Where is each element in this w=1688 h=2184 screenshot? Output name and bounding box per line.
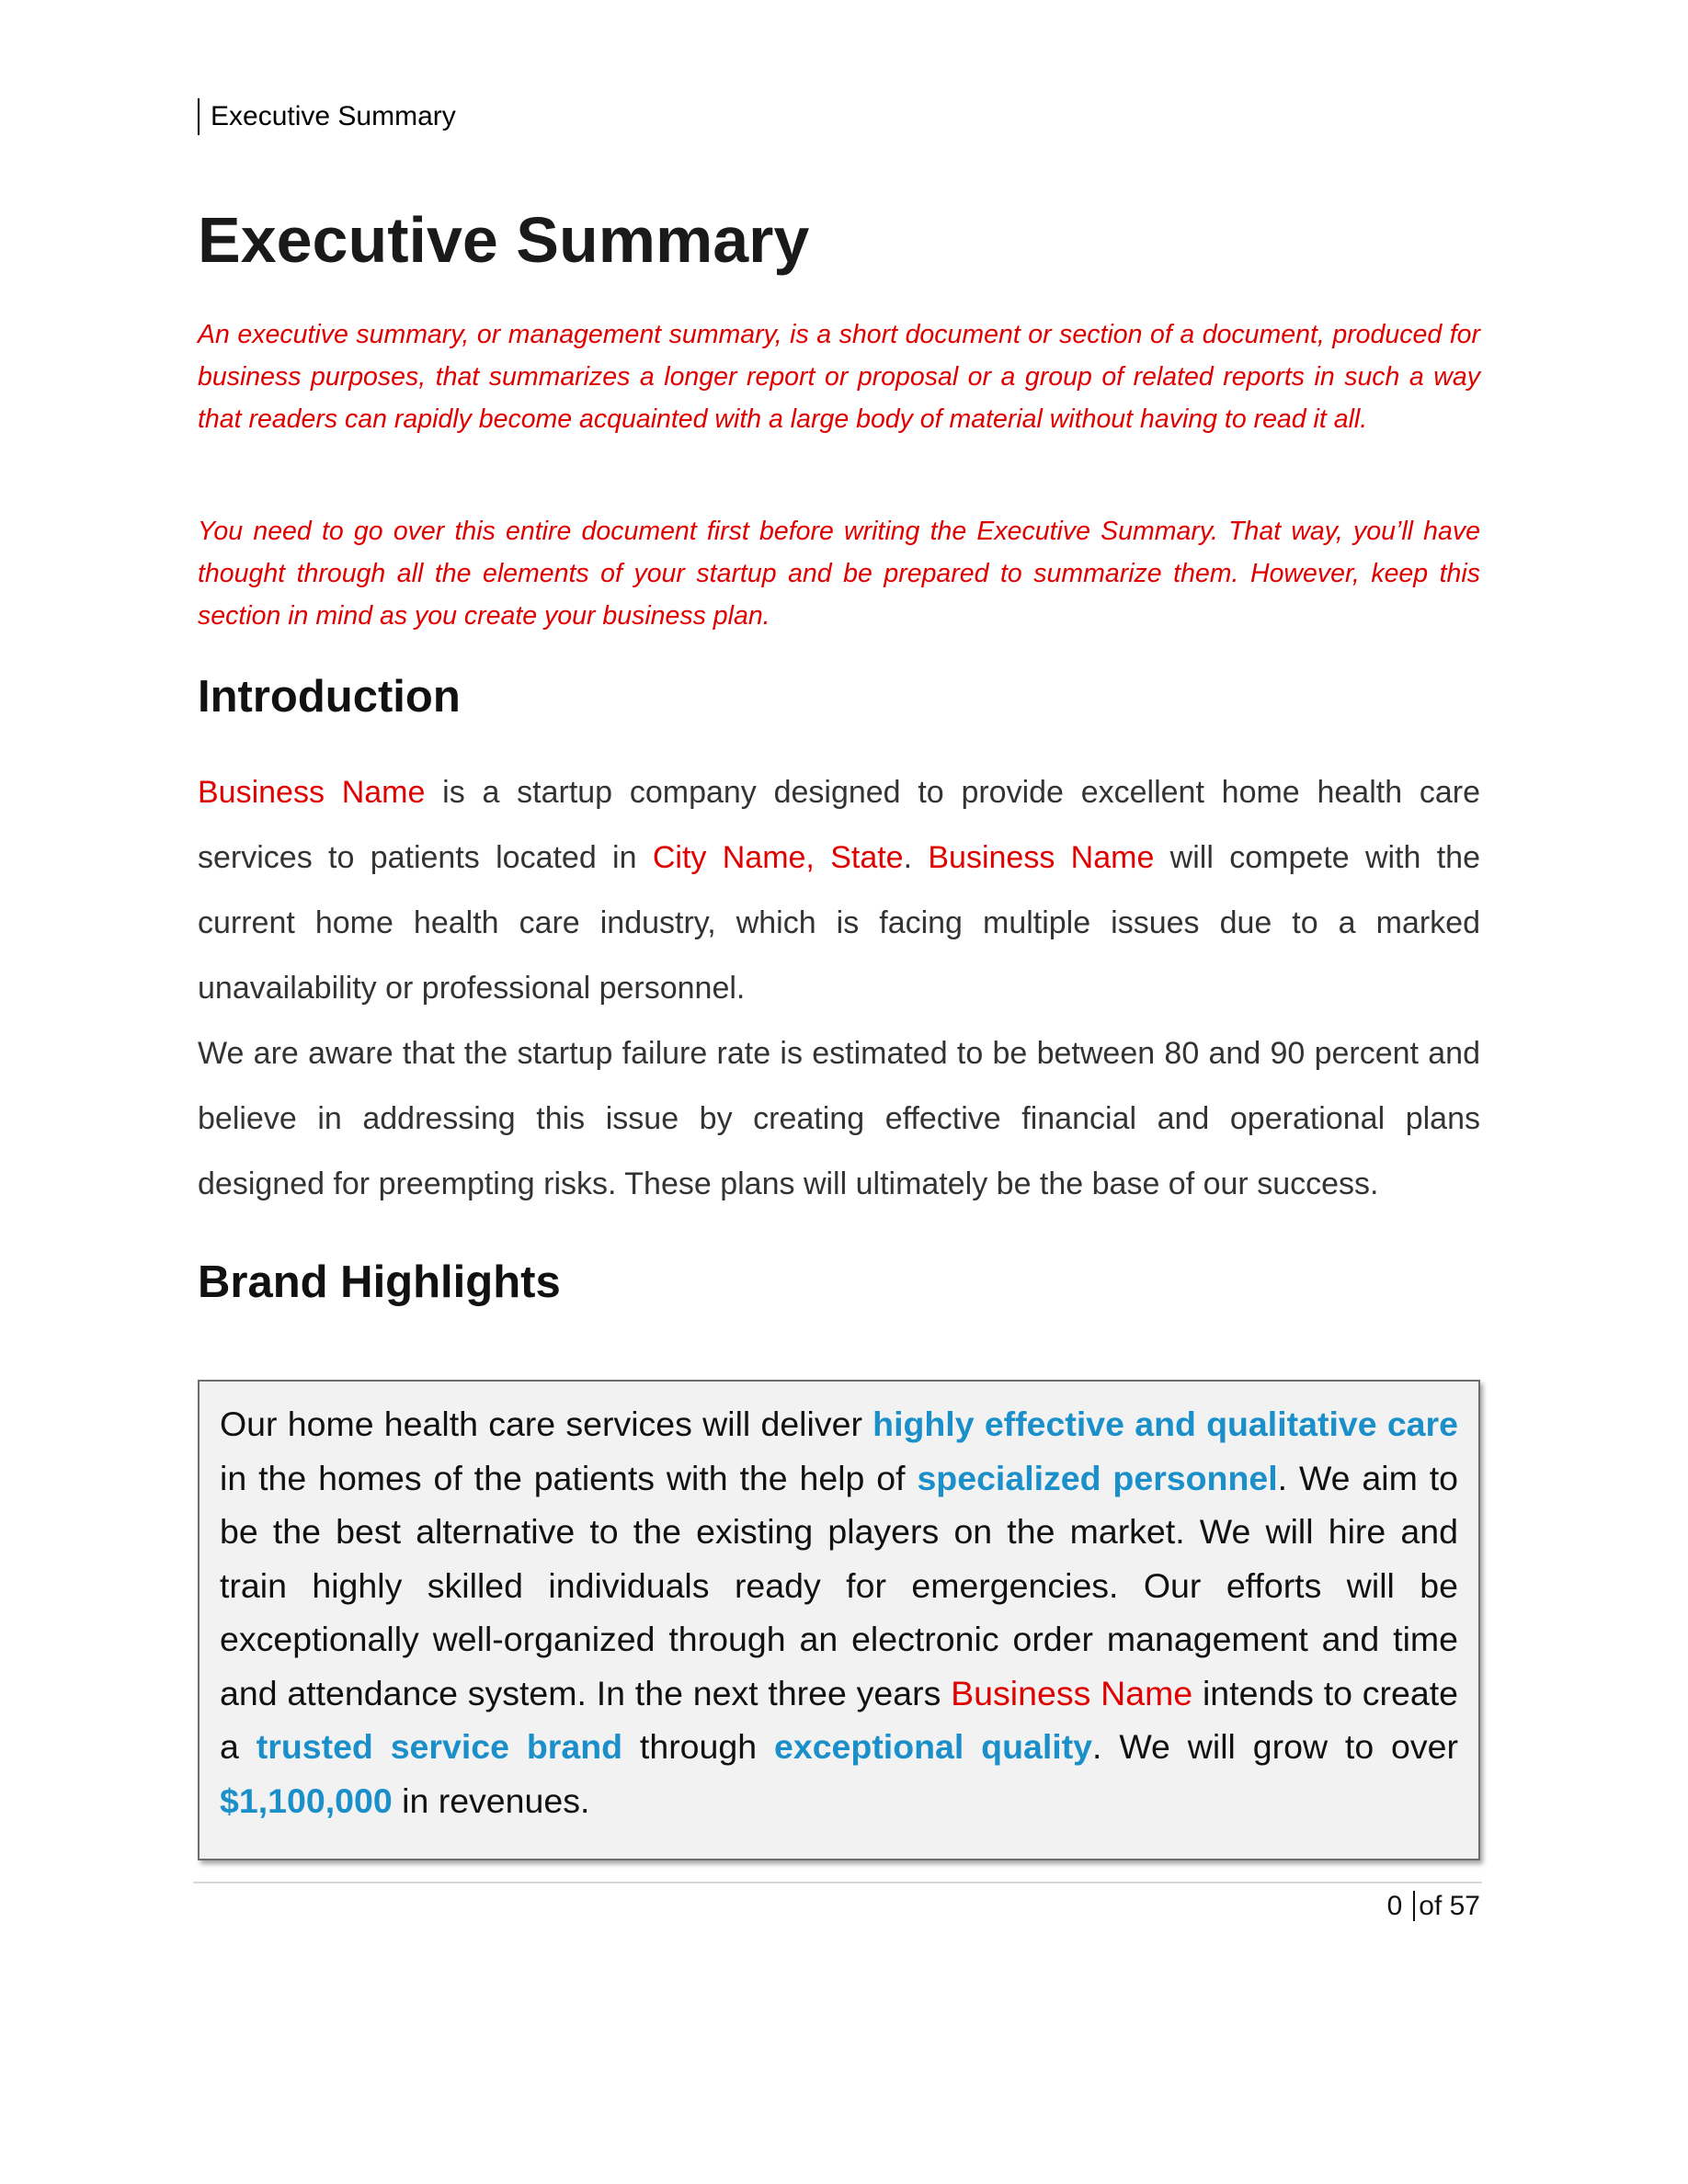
box-text: Our home health care services will deliver xyxy=(220,1405,873,1443)
business-name-placeholder: Business Name xyxy=(928,840,1155,875)
page-title: Executive Summary xyxy=(198,204,810,276)
intro-text: . xyxy=(903,840,929,875)
box-text: . We will grow to over xyxy=(1092,1727,1458,1766)
highlight-text: trusted service brand xyxy=(256,1727,623,1766)
highlight-text: highly effective and qualitative care xyxy=(873,1405,1458,1443)
box-text: . We aim to be the best alternative to the existing players on the market. We will hire and train highly skilled individuals ready for emergencies. Our efforts will be exceptionally well-organized through an electronic order management and time and attendance system. In the next three years xyxy=(220,1458,1458,1712)
business-name-placeholder: Business Name xyxy=(951,1673,1193,1712)
box-text: in the homes of the patients with the help of xyxy=(220,1458,918,1497)
box-text: in revenues. xyxy=(392,1780,590,1820)
brand-highlights-text xyxy=(220,1397,1458,1827)
intro-text: is a startup company designed to provide excellent home health care services to patients located in xyxy=(198,775,1480,875)
intro-text: will compete with the current home health care industry, which is facing multiple issues due to a marked unavailability or professional personnel. xyxy=(198,840,1480,1006)
brand-highlights-box xyxy=(198,1380,1480,1860)
city-state-placeholder: City Name, State xyxy=(652,840,904,875)
page-footer xyxy=(1387,1886,1480,1927)
page-number: 0 xyxy=(1386,1891,1403,1921)
footer-divider xyxy=(193,1882,1482,1883)
revenue-highlight: $1,100,000 xyxy=(220,1780,393,1820)
introduction-paragraph-2: We are aware that the startup failure rate is estimated to be between 80 and 90 percent and believe in addressing this issue by creating effective financial and operational plans designed for preempting risks. These plans will ultimately be the base of our success. xyxy=(198,1036,1480,1201)
running-header: Executive Summary xyxy=(198,98,456,135)
highlight-text: exceptional quality xyxy=(773,1727,1093,1766)
brand-highlights-heading: Brand Highlights xyxy=(198,1257,561,1307)
instruction-paragraph-1: An executive summary, or management summary, is a short document or section of a document, produced for business purposes, that summarizes a longer report or proposal or a group of related reports in such a way that readers can rapidly become acquainted with a large body of material without having to read it all. xyxy=(198,320,1480,434)
box-text: through xyxy=(622,1727,774,1766)
highlight-text: specialized personnel xyxy=(917,1458,1278,1497)
box-text: intends to create a xyxy=(220,1673,1458,1766)
page-count: of 57 xyxy=(1419,1891,1480,1921)
introduction-paragraph-1 xyxy=(198,760,1480,1021)
footer-separator xyxy=(1413,1891,1415,1921)
introduction-heading: Introduction xyxy=(198,672,461,722)
business-name-placeholder: Business Name xyxy=(198,775,426,810)
instruction-paragraph-2: You need to go over this entire document first before writing the Executive Summary. That way, you’ll have thought through all the elements of your startup and be prepared to summarize them. However, keep this section in mind as you create your business plan. xyxy=(198,517,1480,631)
